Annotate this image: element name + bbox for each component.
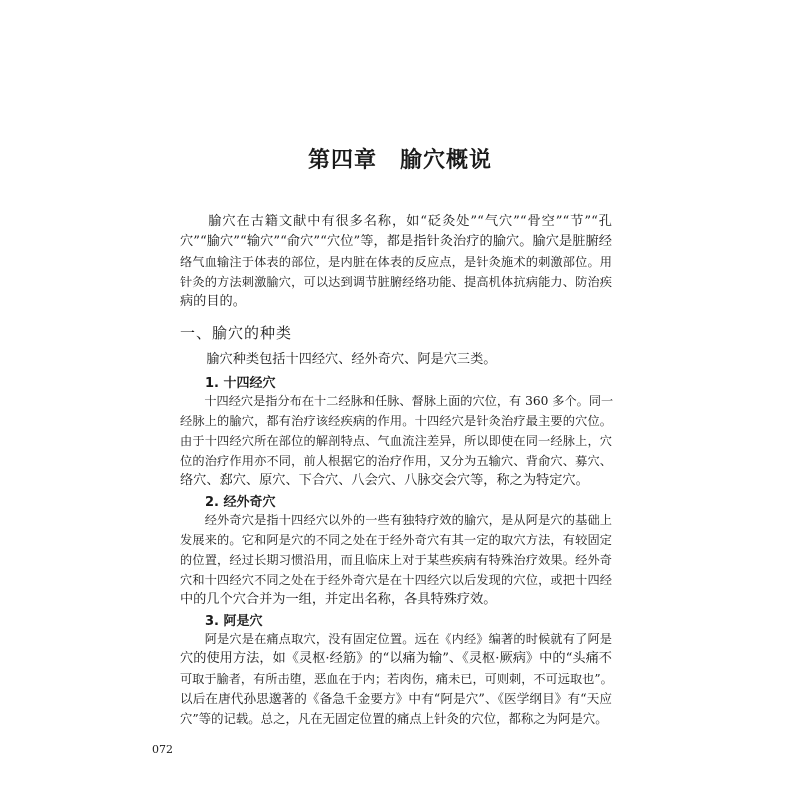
intro-line: 络气血输注于体表的部位，是内脏在体表的反应点，是针灸施术的刺激部位。用 xyxy=(180,255,612,269)
paragraph-line: 经外奇穴是指十四经穴以外的一些有独特疗效的腧穴，是从阿是穴的基础上 xyxy=(180,513,612,527)
section-intro-line: 腧穴种类包括十四经穴、经外奇穴、阿是穴三类。 xyxy=(180,352,497,367)
intro-line: 病的目的。 xyxy=(180,294,246,309)
paragraph-line: 中的几个穴合并为一组，并定出名称，各具特殊疗效。 xyxy=(180,592,497,607)
paragraph-line: 络穴、郄穴、原穴、下合穴、八会穴、八脉交会穴等，称之为特定穴。 xyxy=(180,473,589,488)
intro-line: 针灸的方法刺激腧穴，可以达到调节脏腑经络功能、提高机体抗病能力、防治疾 xyxy=(180,275,612,289)
sub-heading-shisijingxue: 1. 十四经穴 xyxy=(205,376,276,391)
sub-heading-jingwaiqixue: 2. 经外奇穴 xyxy=(205,495,276,510)
page-number: 072 xyxy=(152,743,173,756)
intro-line: 穴”“腧穴”“输穴”“俞穴”“穴位”等，都是指针灸治疗的腧穴。腧穴是脏腑经 xyxy=(180,234,612,249)
paragraph-line: 可取于腧者，有所击堕，恶血在于内；若肉伤，痛未已，可则刺，不可远取也”。 xyxy=(180,672,613,686)
paragraph-line: 阿是穴是在痛点取穴，没有固定位置。远在《内经》编著的时候就有了阿是 xyxy=(180,632,612,646)
paragraph-line: 位的治疗作用亦不同，前人根据它的治疗作用，又分为五输穴、背俞穴、募穴、 xyxy=(180,454,612,468)
paragraph-line: 十四经穴是指分布在十二经脉和任脉、督脉上面的穴位，有 360 多个。同一 xyxy=(180,394,614,408)
paragraph-line: 穴”等的记载。总之，凡在无固定位置的痛点上针灸的穴位，都称之为阿是穴。 xyxy=(180,711,608,726)
paragraph-line: 经脉上的腧穴，都有治疗该经疾病的作用。十四经穴是针灸治疗最主要的穴位。 xyxy=(180,414,612,428)
section-heading: 一、腧穴的种类 xyxy=(180,324,293,342)
paragraph-line: 的位置，经过长期习惯沿用，而且临床上对于某些疾病有特殊治疗效果。经外奇 xyxy=(180,553,612,567)
paragraph-line: 穴的使用方法，如《灵枢·经筋》的“以痛为输”、《灵枢·厥病》中的“头痛不 xyxy=(180,651,612,666)
paragraph-line: 由于十四经穴所在部位的解剖特点、气血流注差异，所以即使在同一经脉上，穴 xyxy=(180,434,612,448)
intro-line: 腧穴在古籍文献中有很多名称，如“砭灸处”“气穴”“骨空”“节”“孔 xyxy=(180,214,612,229)
sub-heading-ashixue: 3. 阿是穴 xyxy=(205,614,263,629)
paragraph-line: 穴和十四经穴不同之处在于经外奇穴是在十四经穴以后发现的穴位，或把十四经 xyxy=(180,573,612,587)
chapter-title: 第四章 腧穴概说 xyxy=(307,148,492,173)
paragraph-line: 发展来的。它和阿是穴的不同之处在于经外奇穴有其一定的取穴方法，有较固定 xyxy=(180,533,612,547)
paragraph-line: 以后在唐代孙思邈著的《备急千金要方》中有“阿是穴”、《医学纲目》有“天应 xyxy=(180,691,612,706)
